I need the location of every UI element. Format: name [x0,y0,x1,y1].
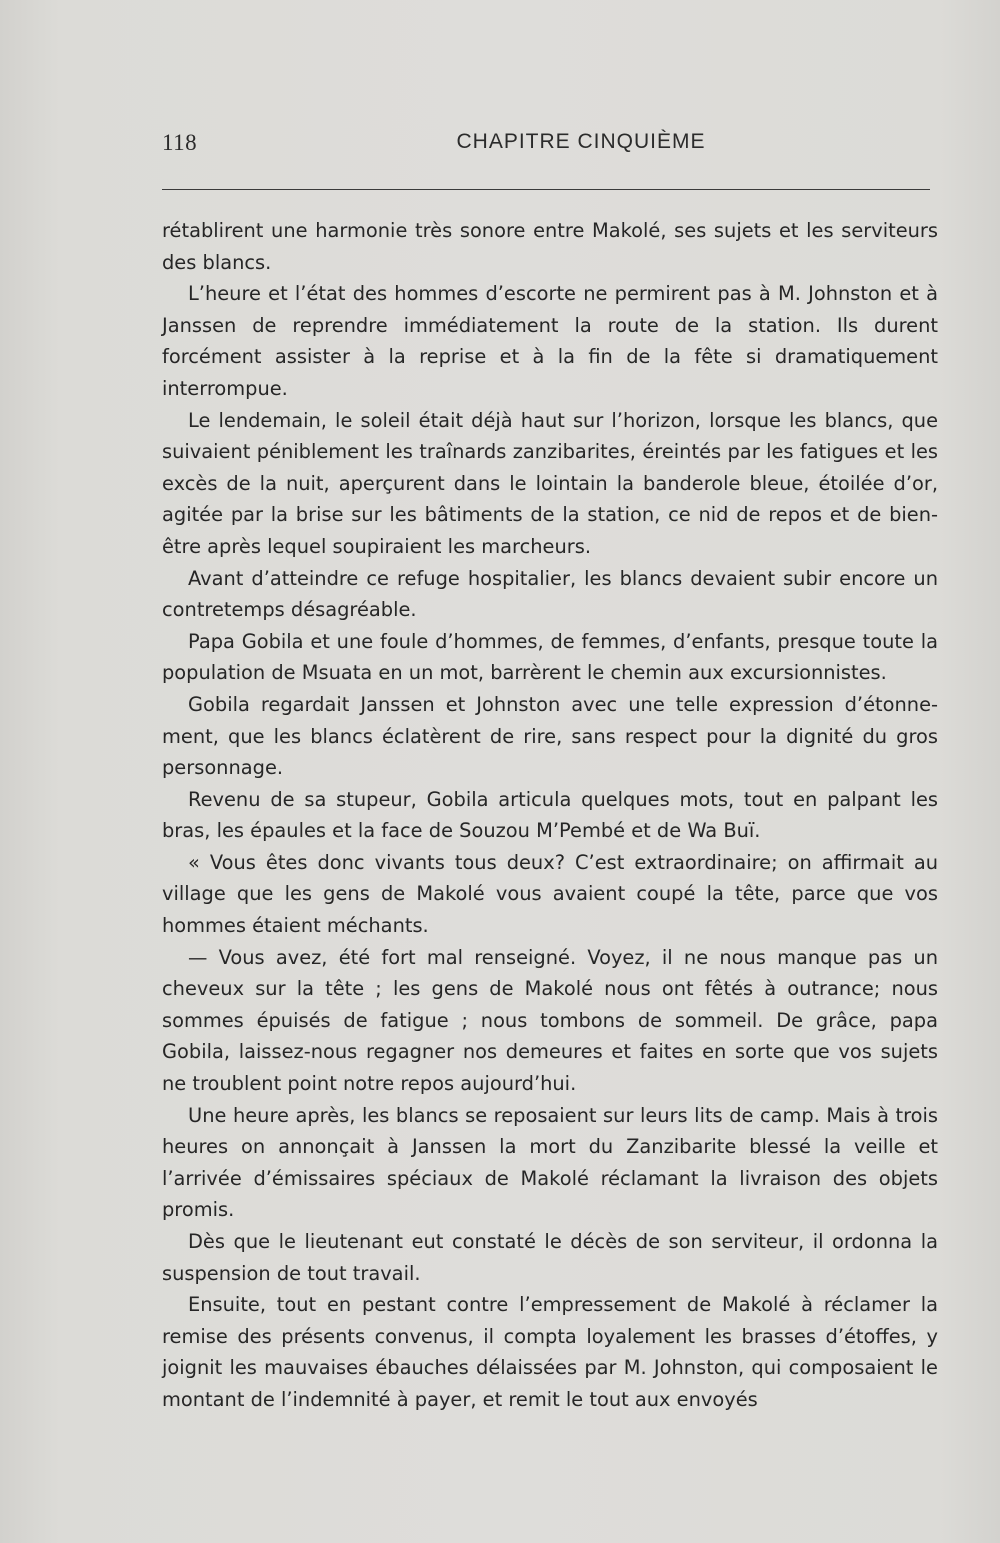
paragraph: — Vous avez, été fort mal renseigné. Voyez, il ne nous manque pas un cheveux sur la tête ; les gens de Makolé nous ont fêtés à outrance; nous sommes épuisés de fatigue ; nous tombons de sommeil. De grâce, papa Gobila, laissez-nous regagner nos demeures et faites en sorte que vos sujets ne troublent point notre repos aujourd’hui. [162,945,938,1096]
body-text [162,215,938,1416]
paragraph: « Vous êtes donc vivants tous deux? C’est extraordinaire; on affirmait au village que les gens de Makolé vous avaient coupé la tête, parce que vos hommes étaient méchants. [162,850,938,938]
paragraph: Dès que le lieutenant eut constaté le décès de son serviteur, il ordonna la suspension de tout travail. [162,1230,938,1285]
paragraph: L’heure et l’état des hommes d’escorte ne permirent pas à M. Johnston et à Janssen de reprendre immédiatement la route de la station. Ils durent forcément assister à la reprise et à la fin de la fête si dramatiquement interrompue. [162,282,938,400]
paragraph: Le lendemain, le soleil était déjà haut sur l’horizon, lorsque les blancs, que suivaient péniblement les traînards zanzibarites, éreintés par les fatigues et les excès de la nuit, aperçurent dans le lointain la banderole bleue, étoilée d’or, agitée par la brise sur les bâtiments de la station, ce nid de repos et de bien-être après lequel soupiraient les marcheurs. [162,408,938,558]
paragraph: rétablirent une harmonie très sonore entre Makolé, ses sujets et les serviteurs des blancs. [162,219,938,274]
paragraph: Avant d’atteindre ce refuge hospitalier, les blancs devaient subir encore un contretemps désagréable. [162,566,938,622]
header-rule [162,189,930,190]
paragraph: Ensuite, tout en pestant contre l’empressement de Makolé à réclamer la remise des présents convenus, il compta loyalement les brasses d’étoffes, y joignit les mauvaises ébauches délaissées par M. Johnston, qui composaient le montant de l’indemnité à payer, et remit le tout aux envoyés [162,1293,938,1411]
paragraph: Gobila regardait Janssen et Johnston avec une telle expression d’étonnement, que les blancs éclatèrent de rire, sans respect pour la dignité du gros personnage. [162,692,938,780]
running-head: CHAPITRE CINQUIÈME [456,130,706,153]
paragraph: Papa Gobila et une foule d’hommes, de femmes, d’enfants, presque toute la population de Msuata en un mot, barrèrent le chemin aux excursionnistes. [162,629,938,685]
page-header [162,128,930,164]
page-number: 118 [162,130,198,155]
paragraph: Revenu de sa stupeur, Gobila articula quelques mots, tout en palpant les bras, les épaules et la face de Souzou M’Pembé et de Wa Buï. [162,787,938,843]
paragraph: Une heure après, les blancs se reposaient sur leurs lits de camp. Mais à trois heures on annonçait à Janssen la mort du Zanzibarite blessé la veille et l’arrivée d’émissaires spéciaux de Makolé réclamant la livraison des objets promis. [162,1103,938,1222]
